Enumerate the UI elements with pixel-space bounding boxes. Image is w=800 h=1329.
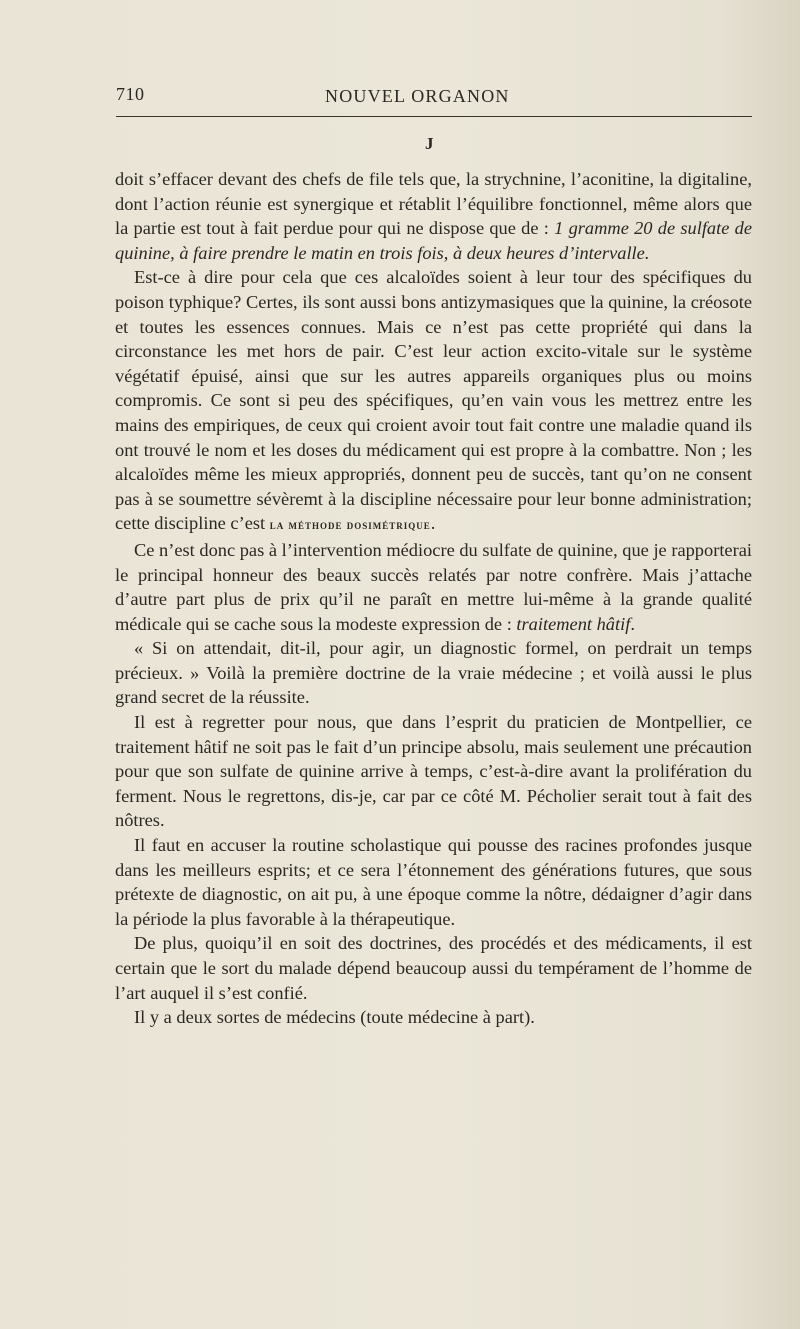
paragraph-6: Il faut en accuser la routine scholastique qui pousse des racines profondes jusque dans les meilleurs esprits; et ce sera l’étonnement des générations futures, que sous prétexte de diagnostic, on ait pu, à une époque comme la nôtre, dédaigner d’agir dans la période la plus favorable à la thérapeutique. [115,835,752,929]
paragraph-4: « Si on attendait, dit-il, pour agir, un diagnostic formel, on perdrait un temps précieux. » Voilà la première doctrine de la vraie médecine ; et voilà aussi le plus grand secret de la réussite. [115,638,752,708]
paragraph-2: Est-ce à dire pour cela que ces alcaloïdes soient à leur tour des spécifiques du poison typhique? Certes, ils sont aussi bons antizymasiques que la quinine, la créosote et toutes les essences connues. Mais ce n’est pas cette propriété qui dans la circonstance les met hors de pair. C’est leur action excito-vitale sur le système végétatif épuisé, ainsi que sur les autres appareils organiques plus ou moins compromis. Ce sont si peu des spécifiques, qu’en vain vous les mettrez entre les mains des empiriques, de ceux qui croient avoir tout fait contre une maladie quand ils ont trouvé le nom et les doses du médicament qui est propre à la combattre. Non ; les alcaloïdes même les mieux appropriés, donnent peu de succès, tant qu’on ne consent pas à se soumettre sévèremt à la discipline nécessaire pour leur bonne administration; cette discipline c’est la méthode dosimétrique. [115,267,752,534]
paragraph-7: De plus, quoiqu’il en soit des doctrines, des procédés et des médicaments, il est certain que le sort du malade dépend beaucoup aussi du tempérament de l’homme de l’art auquel il s’est confié. [115,933,752,1003]
paragraph-1: doit s’effacer devant des chefs de file tels que, la strychnine, l’aconitine, la digitaline, dont l’action réunie est synergique et rétablit l’équilibre fonctionnel, même alors que la partie est tout à fait perdue pour qui ne dispose que de : 1 gramme 20 de sulfate de quinine, à faire prendre le matin en trois fois, à deux heures d’intervalle. [115,169,752,263]
running-title: NOUVEL ORGANON [325,86,510,106]
italic-dose: 1 gramme 20 de sulfate de quinine, à faire prendre le matin en trois fois, à deux heures d’intervalle. [115,218,752,263]
section-letter: J [425,134,434,153]
page-number: 710 [116,84,145,104]
paragraph-8: Il y a deux sortes de médecins (toute médecine à part). [134,1007,535,1028]
body-text [115,167,752,1030]
smallcaps-methode: la méthode dosimétrique [269,517,431,533]
paragraph-5: Il est à regretter pour nous, que dans l’esprit du praticien de Montpellier, ce traitement hâtif ne soit pas le fait d’un principe absolu, mais seulement une précaution pour que son sulfate de quinine arrive à temps, c’est-à-dire avant la prolifération du ferment. Nous le regrettons, dis-je, car par ce côté M. Pécholier serait tout à fait des nôtres. [115,712,752,831]
header-rule [116,116,752,117]
italic-traitement: traitement hâtif [516,613,631,634]
paragraph-3: Ce n’est donc pas à l’intervention médiocre du sulfate de quinine, que je rapporterai le principal honneur des beaux succès relatés par notre confrère. Mais j’attache d’autre part plus de prix qu’il ne paraît en mettre lui-même à la grande qualité médicale qui se cache sous la modeste expression de : traitement hâtif. [115,539,752,634]
